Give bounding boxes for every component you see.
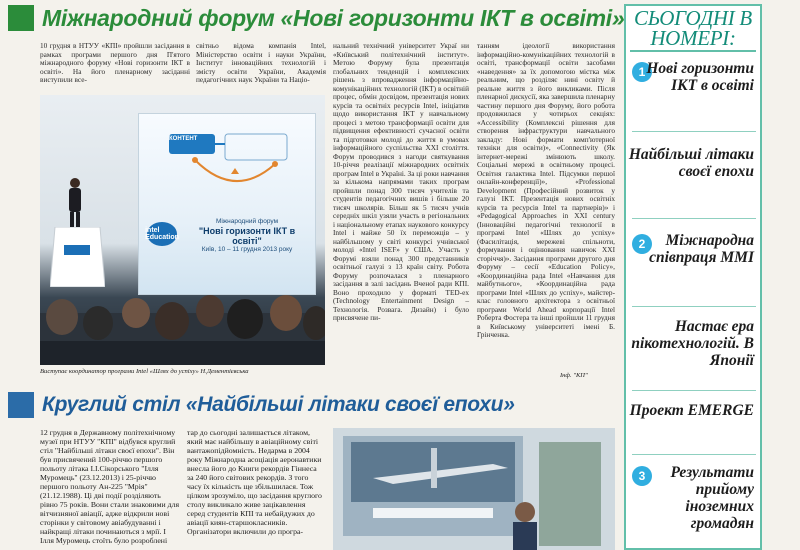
round-table-photo [333,428,615,550]
in-this-issue-sidebar [624,4,762,550]
headline-accent-bar [8,5,34,31]
sidebar-item[interactable]: Проект EMERGE [629,402,754,419]
sidebar-item[interactable]: Найбільші літаки своєї епохи [628,146,754,180]
page-number-badge: 1 [632,62,652,82]
sidebar-rule [632,131,756,132]
page-number-badge: 2 [632,234,652,254]
article1-headline-row [8,0,623,36]
sidebar-rule [632,454,756,455]
article2-column-1: 12 грудня в Державному політехнічному музеї при НТУУ "КПІ" відбувся круглий стіл "Найбільші літаки своєї епохи". Він був присвячений 100-річчю першого польоту літака І.І.Сікорського "Ілля Муромець" (23.12.2013) і 25-річчю першого польоту Ан-225 "Мрія" (21.12.1988). Ці дві події розділяють рівно 75 років. Вони стали знаковими для вітчизняної авіації, адже відкрили нові сторінки у світовому авіабудуванні і найкращі літаки починаються з мрії. І Ілля Муромець стоїть було розроблені [40,428,180,545]
sidebar-item[interactable]: Настає ера пікотехнологій. В Японії [631,318,754,369]
screen-forum-dates: Київ, 10 – 11 грудня 2013 року [201,246,293,253]
article1-headline: Міжнародний форум «Нові горизонти ІКТ в освіті» [42,4,625,31]
sidebar-item[interactable]: Результати прийому іноземних громадян [670,464,754,532]
intel-logo: intel Education [147,222,177,246]
article1-signature: Інф. "КП" [560,372,588,379]
headline-accent-bar [8,392,34,418]
sidebar-item[interactable]: Нові горизонти ІКТ в освіті [646,60,754,94]
page-number-badge: 3 [632,466,652,486]
article2-headline-row [8,388,623,422]
article2-column-2: тар до сьогодні залишається літаком, який має найбільшу в авіаційному світі вантажопідйомність. Недарма в 2004 року Міжнародна асоціація аеронавтики внесла його до Книги рекордів Гіннеса за 240 його світових рекордів. З того часу їх кількість ще збільшилася. Тож цілком зрозуміло, що засідання круглого столу викликало живе зацікавлення серед студентів КПІ та небайдужих до авіації киян-старшокласників. Організатори включили до програ- [187,428,322,536]
round-table-photo-graphic [333,428,615,550]
projection-screen [138,113,316,295]
photo-caption: Виступає координатор програми Intel «Шлях до успіху» Н.Дементієвська [40,368,249,375]
article1-intro: 10 грудня в НТУУ «КПІ» пройшли засідання в рамках програми першого дня П'ятого міжнародного форуму «Нові горизонти ІКТ в освіті». На його пленарному засіданні виступили все- [40,41,190,84]
article2-headline: Круглий стіл «Найбільші літаки своєї епохи» [42,393,515,416]
audience-graphic [40,283,325,365]
screen-forum-line1: Міжнародний форум [215,218,279,225]
article1-column-3: нальний технічний університет Украї ни «Київський політехнічний інститут». Метою Форуму була презентація глобальних тенденцій і комплексних рішень з впровадження інформаційно-комунікаційних технологій (ІКТ) в освітній процес, обмін досвідом, презентація нових курсів та освітніх ресурсів Intel, ініціатив щодо використання ІКТ у навчальному процесі з метою трансформації освіти для підвищення ефективності сучасної освіти та підготовки молоді до життя в умовах інформаційного суспільства XXI століття. Форум проводився з нагоди святкування 10-річчя реалізації міжнародних освітніх програм Intel в Україні. За ці роки навчання за кількома напрямами таких програм пройшли понад 300 тисяч учителів та студентів педагогічних вишів і більше 20 тисяч школярів. Більш як 5 тисяч учнів середніх шкіл узяли участь в регіональних і національному етапах наукового конкурсу Intel і майже 50 їх переможців – у найбільшому у світі конкурсі учнівської молоді «Intel ISEF» у США. Участь у Форумі взяли понад 300 представників освітньої галузі з 13 країн світу. Робота Форуму розпочалася з пленарного засідання в залі засідань Вченої ради КПІ. Воно проходило у форматі TED-ex (Technology Entertainment Design – Технологія. Розвага. Дизайн) і було присвячене пи- [333,41,469,322]
screen-forum-text [183,218,311,254]
page-margin [764,0,800,550]
screen-forum-title: "Нові горизонти ІКТ в освіті" [198,226,296,246]
sidebar-rule [632,218,756,219]
podium [50,227,105,287]
article1-column-4: танням ідеології використання інформаційно-комунікаційних технологій в освіті, трансформації освіти засобами «наведення» за їх допомогою містка між реальним, що розділяє нині освіту й реальне життя з його викликами. Після пленарної дискусії, яка завершила пленарну частину першого дня Форуму, його робота продовжилася у чотирьох секціях: «Accessibility (Комплексні рішення для створення інфраструктури навчального закладу: Нові формати комп'ютерної техніки для освіти)», «Connectivity (Як інтернет-мережі змінюють школу. Соціальні мережі в освітньому процесі. Освітня галактика Intel. Підсумки першої онлайн-конференції)», «Professional Development (Професійний розвиток у галузі ІКТ. Презентація нових освітніх курсів та ресурсів Intel та партнерів)» і «Pedagogical Approaches in XXI century (Інноваційні педагогічні технології в програмі Intel «Шлях до успіху» (Фасилітація, мережеві спільноти, формування і оцінювання навичок XXI сторіччя)». Засідання програми другого дня Форуму – сесії «Education Policy», «Координаційна рада Intel «Навчання для майбутнього», «Координаційна рада програми Intel «Шлях до успіху», майстер-клас головного архітектора з освітньої програми World Ahead корпорації Intel Роберта Фостера та інші пройшли 11 грудня в Київському університеті імені Б. Грінченка. [477,41,615,339]
sidebar-rule [632,390,756,391]
article1-intro-continued: світньо відома компанія Intel, Міністерство освіти і науки України, Інститут інноваційних технологій і змісту освіти України, Академія педагогічних наук України та Націо- [196,41,326,84]
sidebar-item[interactable]: Міжнародна співпраця ММІ [649,232,754,266]
sidebar-title: СЬОГОДНІ В НОМЕРІ: [634,6,752,50]
screen-label: КОНТЕНТ [169,136,198,142]
sidebar-divider [630,50,756,52]
forum-photo [40,95,325,365]
sidebar-rule [632,306,756,307]
